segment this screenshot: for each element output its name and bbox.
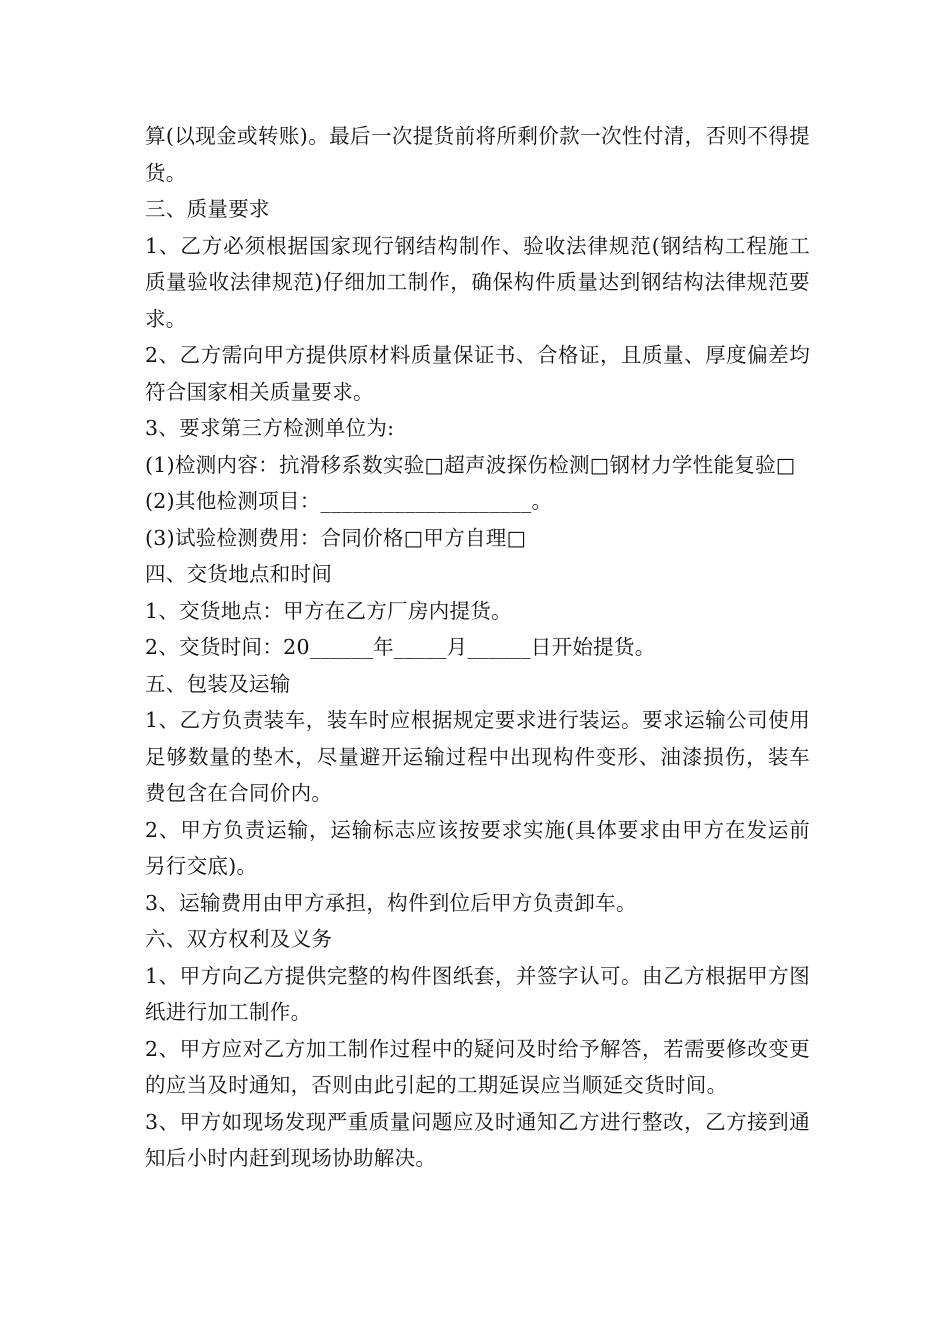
section-heading-quality: 三、质量要求 (145, 197, 270, 221)
paragraph-delivery-location: 1、交货地点：甲方在乙方厂房内提货。 (145, 598, 512, 623)
document-page (145, 118, 810, 1177)
paragraph-rights-3: 3、甲方如现场发现严重质量问题应及时通知乙方进行整改，乙方接到通知后小时内赶到现场协助解决。 (145, 1109, 810, 1170)
paragraph-other-inspection: (2)其他检测项目：____________________。 (145, 489, 553, 513)
paragraph-quality-1: 1、乙方必须根据国家现行钢结构制作、验收法律规范(钢结构工程施工质量验收法律规范)仔细加工制作，确保构件质量达到钢结构法律规范要求。 (145, 233, 810, 331)
paragraph-payment-continuation: 算(以现金或转账)。最后一次提货前将所剩价款一次性付清，否则不得提货。 (145, 124, 810, 185)
paragraph-packaging-2: 2、甲方负责运输，运输标志应该按要求实施(具体要求由甲方在发运前另行交底)。 (145, 817, 810, 878)
paragraph-packaging-3: 3、运输费用由甲方承担，构件到位后甲方负责卸车。 (145, 890, 637, 915)
section-heading-delivery: 四、交货地点和时间 (145, 562, 333, 586)
paragraph-delivery-time: 2、交货时间：20______年_____月______日开始提货。 (145, 635, 656, 659)
paragraph-inspection-content: (1)检测内容：抗滑移系数实验□超声波探伤检测□钢材力学性能复验□ (145, 452, 796, 477)
section-heading-rights: 六、双方权利及义务 (145, 927, 333, 951)
paragraph-rights-2: 2、甲方应对乙方加工制作过程中的疑问及时给予解答，若需要修改变更的应当及时通知，否则由此引起的工期延误应当顺延交货时间。 (145, 1036, 810, 1097)
paragraph-packaging-1: 1、乙方负责装车，装车时应根据规定要求进行装运。要求运输公司使用足够数量的垫木，尽量避开运输过程中出现构件变形、油漆损伤，装车费包含在合同价内。 (145, 708, 810, 805)
paragraph-quality-3: 3、要求第三方检测单位为: (145, 416, 395, 440)
paragraph-inspection-fee: (3)试验检测费用：合同价格□甲方自理□ (145, 525, 527, 550)
section-heading-packaging: 五、包装及运输 (145, 671, 291, 696)
paragraph-quality-2: 2、乙方需向甲方提供原材料质量保证书、合格证，且质量、厚度偏差均符合国家相关质量要求。 (145, 343, 810, 404)
paragraph-rights-1: 1、甲方向乙方提供完整的构件图纸套，并签字认可。由乙方根据甲方图纸进行加工制作。 (145, 963, 810, 1024)
